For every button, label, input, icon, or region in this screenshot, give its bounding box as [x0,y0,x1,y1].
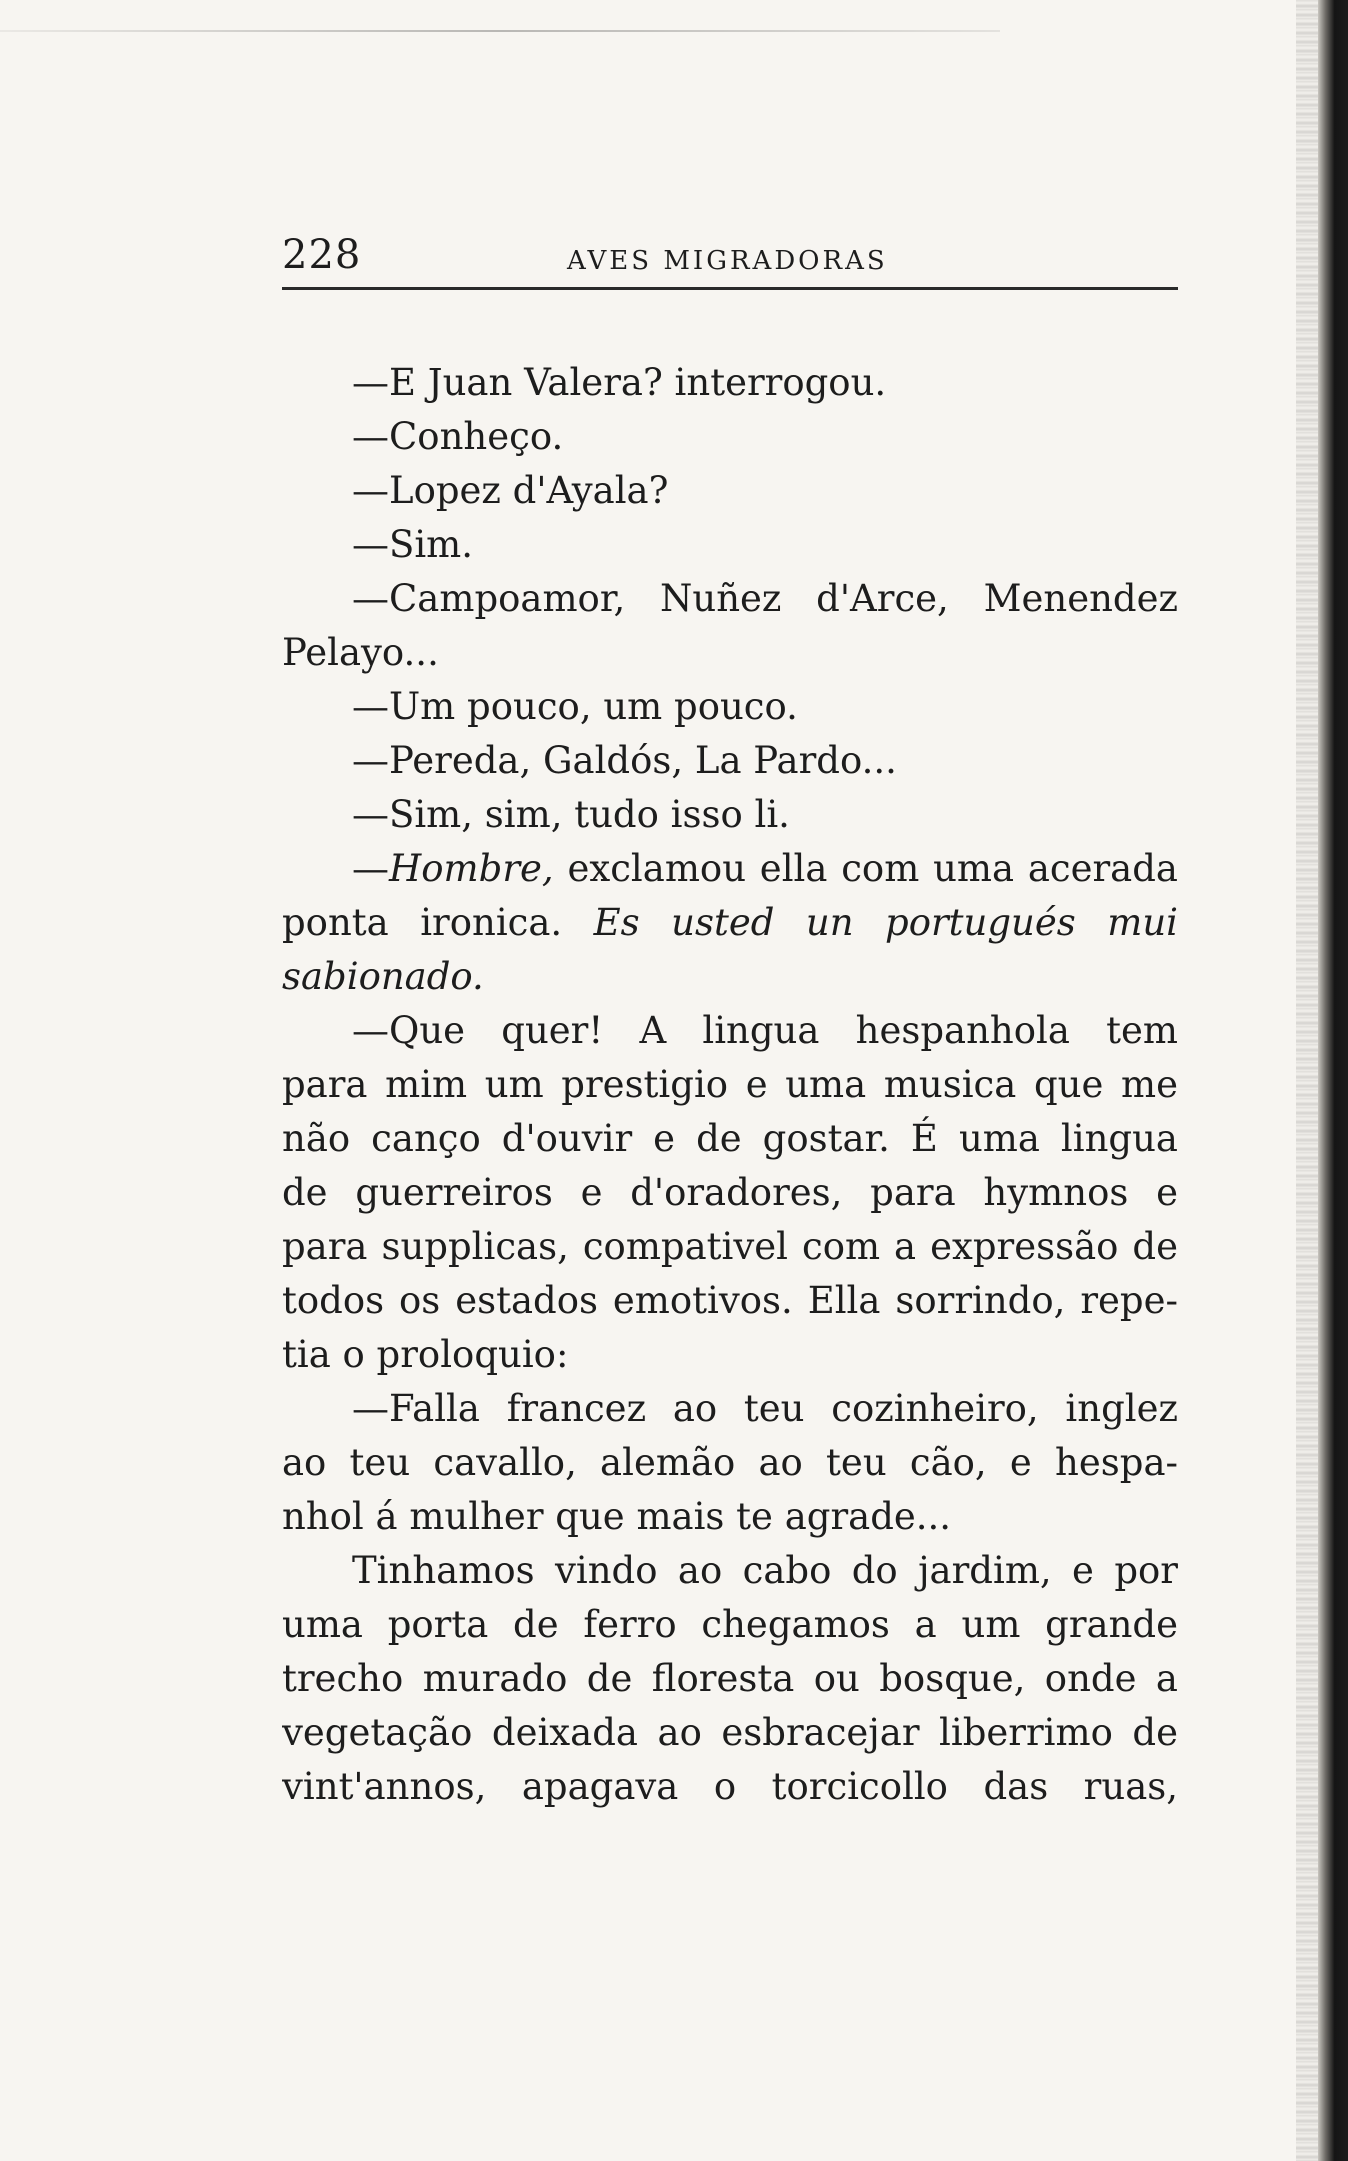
text-line: ao teu cavallo, alemão ao teu cão, e hespa- [282,1441,1178,1484]
book-spine [1318,0,1348,2161]
text-line: todos os estados emotivos. Ella sorrindo, repe- [282,1279,1178,1322]
text-line: —Pereda, Galdós, La Pardo... [352,739,897,782]
text-line: tia o proloquio: [282,1333,569,1376]
text-line: —Conheço. [352,415,564,458]
text-line: —E Juan Valera? interrogou. [352,361,887,404]
text-line: —Sim. [352,523,474,566]
italic-phrase: Es usted un portugués mui [593,901,1178,944]
text-line: nhol á mulher que mais te agrade... [282,1495,952,1538]
text-line: —Um pouco, um pouco. [352,685,798,728]
text-line [282,896,1178,950]
body-text [282,356,1178,1814]
text-run: ponta ironica. [282,901,594,944]
text-line: —Sim, sim, tudo isso li. [352,793,790,836]
text-line [282,842,1178,896]
running-title: AVES MIGRADORAS [567,246,888,276]
text-line: de guerreiros e d'oradores, para hymnos e [282,1171,1178,1214]
italic-phrase: sabionado. [282,955,484,998]
page-header [282,225,1178,285]
page-number: 228 [282,232,362,278]
text-line: —Falla francez ao teu cozinheiro, inglez [352,1387,1178,1430]
text-line: para mim um prestigio e uma musica que me [282,1063,1178,1106]
text-line: Pelayo... [282,631,439,674]
italic-phrase: Hombre, [389,847,554,890]
text-line: —Campoamor, Nuñez d'Arce, Menendez [352,577,1178,620]
binding-shadow [1296,0,1318,2161]
text-line: para supplicas, compativel com a expressão de [282,1225,1178,1268]
text-line: Tinhamos vindo ao cabo do jardim, e por [352,1549,1178,1592]
text-run: exclamou ella com uma acerada [553,847,1178,890]
text-line: não canço d'ouvir e de gostar. É uma lingua [282,1117,1178,1160]
text-line: vint'annos, apagava o torcicollo das ruas, [282,1765,1178,1808]
header-rule [282,287,1178,290]
text-line [282,950,1178,1004]
text-line: —Lopez d'Ayala? [352,469,669,512]
text-run: — [352,847,389,890]
text-line: uma porta de ferro chegamos a um grande [282,1603,1178,1646]
text-line: trecho murado de floresta ou bosque, onde a [282,1657,1178,1700]
text-line: —Que quer! A lingua hespanhola tem [352,1009,1178,1052]
text-line: vegetação deixada ao esbracejar liberrimo de [282,1711,1178,1754]
page-top-edge [0,30,1000,32]
